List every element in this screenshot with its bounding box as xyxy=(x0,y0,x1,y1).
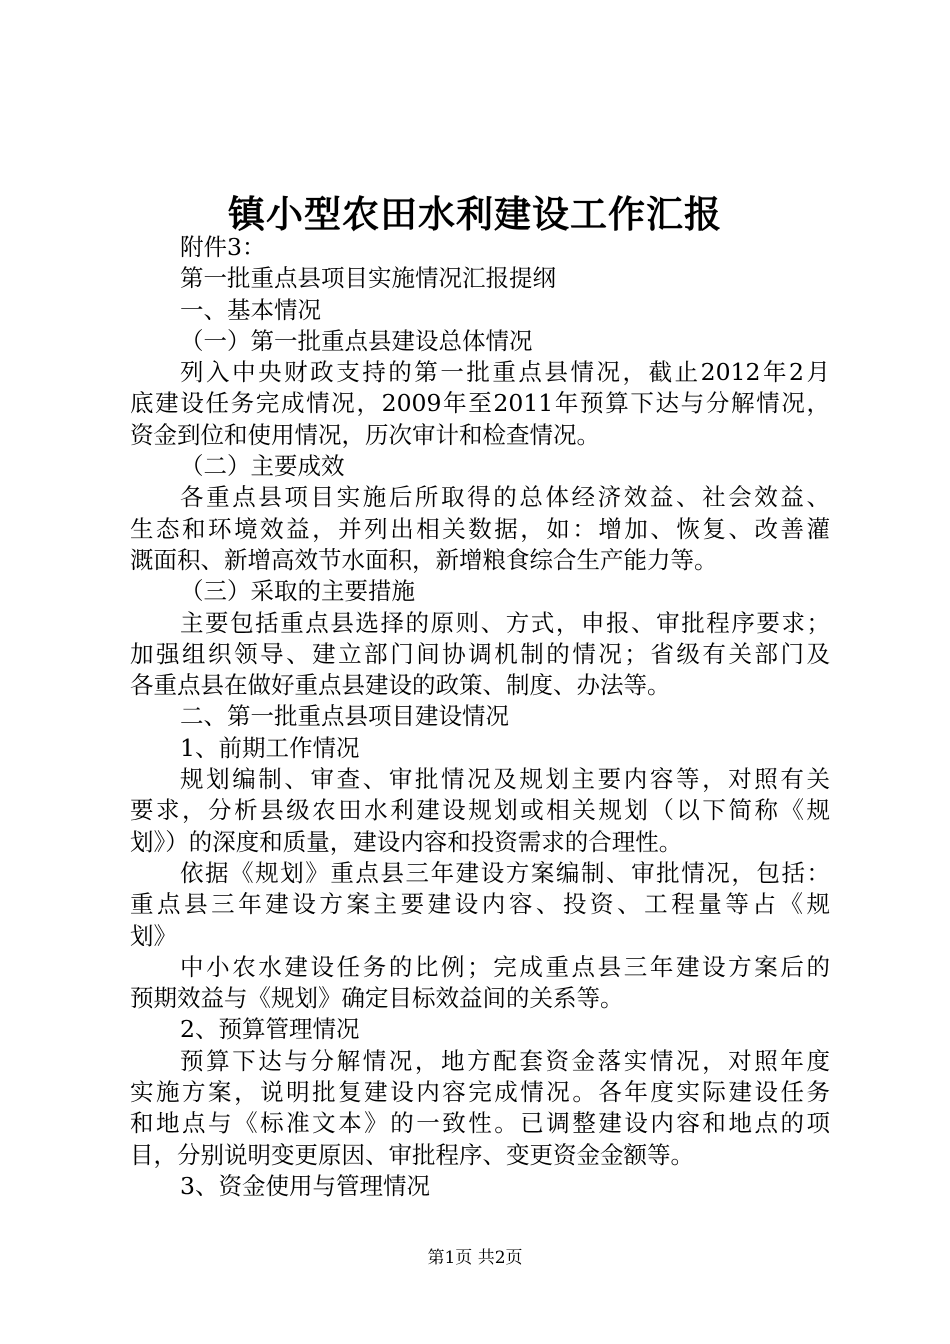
body-line: （一）第一批重点县建设总体情况 xyxy=(180,326,533,355)
body-line: 各重点县项目实施后所取得的总体经济效益、社会效益、 xyxy=(180,483,830,512)
body-line: 附件3： xyxy=(180,233,266,261)
body-line: 要求，分析县级农田水利建设规划或相关规划（以下简称《规 xyxy=(130,796,830,825)
body-line: 底建设任务完成情况，2009年至2011年预算下达与分解情况， xyxy=(130,389,830,418)
body-line: 溉面积、新增高效节水面积，新增粮食综合生产能力等。 xyxy=(130,545,718,574)
body-line: 划》）的深度和质量，建设内容和投资需求的合理性。 xyxy=(130,827,683,856)
body-line: 中小农水建设任务的比例；完成重点县三年建设方案后的 xyxy=(180,952,830,981)
body-line: 2、预算管理情况 xyxy=(180,1015,360,1044)
body-line: 资金到位和使用情况，历次审计和检查情况。 xyxy=(130,420,600,449)
body-line: 预期效益与《规划》确定目标效益间的关系等。 xyxy=(130,984,624,1013)
body-line: 主要包括重点县选择的原则、方式，申报、审批程序要求； xyxy=(180,608,830,637)
body-line: 预算下达与分解情况，地方配套资金落实情况，对照年度 xyxy=(180,1046,830,1075)
body-line: 重点县三年建设方案主要建设内容、投资、工程量等占《规 xyxy=(130,890,830,919)
body-line: 各重点县在做好重点县建设的政策、制度、办法等。 xyxy=(130,671,671,700)
body-line: 实施方案，说明批复建设内容完成情况。各年度实际建设任务 xyxy=(130,1078,830,1107)
body-line: 加强组织领导、建立部门间协调机制的情况；省级有关部门及 xyxy=(130,639,830,668)
document-body xyxy=(130,232,830,1202)
page-footer: 第1页 共2页 xyxy=(427,1248,523,1268)
body-line: 列入中央财政支持的第一批重点县情况，截止2012年2月 xyxy=(180,358,830,387)
body-line: （三）采取的主要措施 xyxy=(180,577,415,606)
body-line: 目，分别说明变更原因、审批程序、变更资金金额等。 xyxy=(130,1140,694,1169)
body-line: 一、基本情况 xyxy=(180,295,321,324)
body-line: （二）主要成效 xyxy=(180,452,345,481)
body-line: 依据《规划》重点县三年建设方案编制、审批情况，包括： xyxy=(180,858,830,887)
body-line: 和地点与《标准文本》的一致性。已调整建设内容和地点的项 xyxy=(130,1109,830,1138)
body-line: 1、前期工作情况 xyxy=(180,733,360,762)
body-line: 划》 xyxy=(130,921,177,950)
body-line: 生态和环境效益，并列出相关数据，如：增加、恢复、改善灌 xyxy=(130,514,830,543)
body-line: 3、资金使用与管理情况 xyxy=(180,1171,430,1200)
document-title: 镇小型农田水利建设工作汇报 xyxy=(228,193,722,236)
body-line: 第一批重点县项目实施情况汇报提纲 xyxy=(180,264,556,293)
body-line: 二、第一批重点县项目建设情况 xyxy=(180,702,509,731)
body-line: 规划编制、审查、审批情况及规划主要内容等，对照有关 xyxy=(180,765,830,794)
